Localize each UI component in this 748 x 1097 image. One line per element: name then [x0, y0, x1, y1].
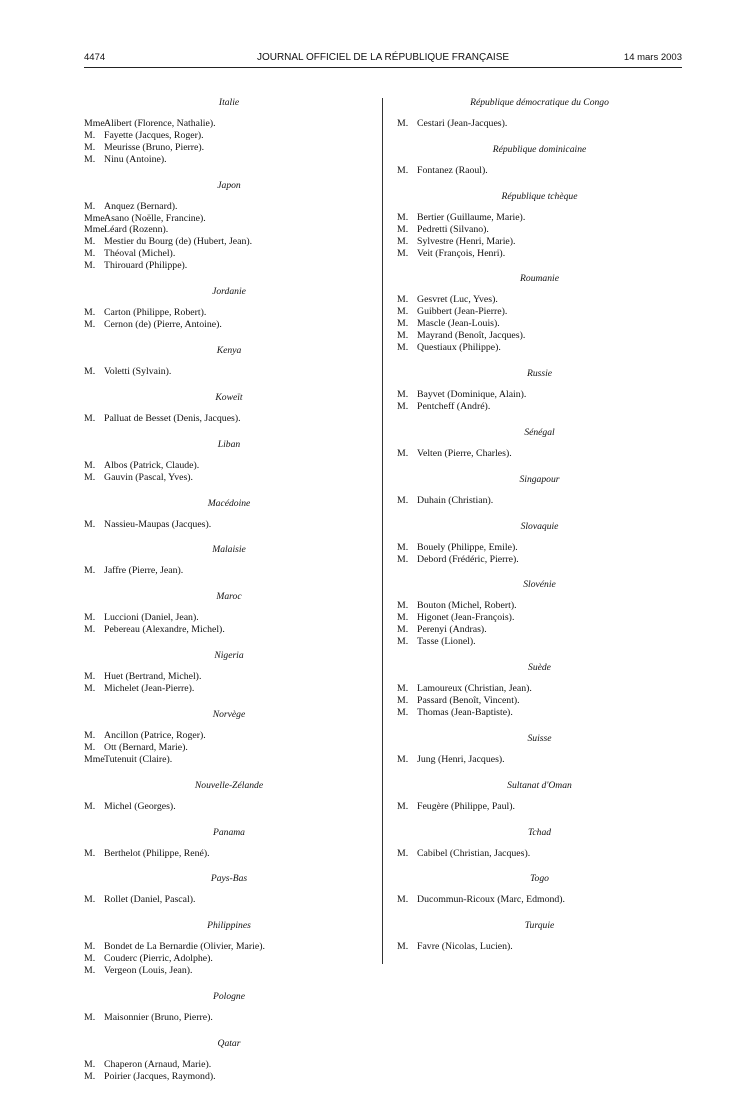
appointee-name: Pentcheff (André). [417, 400, 491, 412]
appointee-list [397, 294, 682, 354]
honorific: M. [397, 247, 409, 259]
appointee-entry [84, 894, 374, 906]
appointee-name: Bayvet (Dominique, Alain). [417, 388, 527, 400]
appointee-list [84, 848, 374, 860]
appointee-name: Palluat de Besset (Denis, Jacques). [104, 412, 241, 424]
appointee-name: Carton (Philippe, Robert). [104, 307, 207, 319]
appointee-entry [397, 448, 682, 460]
country-heading: Slovénie [523, 579, 556, 591]
honorific: M. [84, 741, 96, 753]
appointee-entry [84, 142, 374, 154]
appointee-list [84, 1059, 374, 1083]
appointee-name: Jaffre (Pierre, Jean). [104, 565, 184, 577]
appointee-name: Bondet de La Bernardie (Olivier, Marie). [104, 941, 265, 953]
column-divider [382, 98, 383, 964]
country-heading: Japon [217, 179, 241, 191]
honorific: M. [84, 200, 96, 212]
appointee-entry [84, 118, 374, 130]
honorific: M. [397, 118, 409, 129]
appointee-name: Michel (Georges). [104, 800, 176, 812]
honorific: M. [397, 223, 409, 235]
appointee-entry [397, 600, 682, 612]
appointee-name: Cernon (de) (Pierre, Antoine). [104, 318, 222, 330]
appointee-entry [397, 342, 682, 354]
honorific: M. [84, 248, 96, 260]
country-heading: Malaisie [212, 544, 246, 556]
appointee-entry [397, 248, 682, 260]
appointee-list [84, 201, 374, 272]
appointee-list [84, 307, 374, 331]
appointee-entry [397, 683, 682, 695]
appointee-entry [397, 554, 682, 566]
honorific: M. [84, 459, 96, 471]
appointee-list [84, 460, 374, 484]
country-heading: Sultanat d'Oman [507, 779, 572, 791]
appointee-list [84, 413, 374, 425]
appointee-name: Ninu (Antoine). [104, 153, 167, 165]
appointee-entry [84, 612, 374, 624]
appointee-name: Anquez (Bernard). [104, 200, 178, 212]
honorific: M. [84, 847, 96, 859]
appointee-name: Léard (Rozenn). [104, 224, 169, 236]
appointee-entry [397, 801, 682, 813]
appointee-list [397, 165, 682, 177]
honorific: M. [397, 636, 409, 648]
appointee-entry [397, 165, 682, 177]
honorific: M. [84, 624, 96, 636]
appointee-name: Feugère (Philippe, Paul). [417, 800, 515, 812]
country-heading: Koweït [215, 391, 243, 403]
appointee-name: Pebereau (Alexandre, Michel). [104, 624, 225, 636]
country-heading: Sénégal [524, 426, 555, 438]
country-heading: Roumanie [520, 273, 559, 285]
honorific: M. [397, 541, 409, 553]
appointee-entry [84, 671, 374, 683]
honorific: M. [397, 306, 409, 318]
honorific: M. [84, 141, 96, 153]
appointee-entry [84, 460, 374, 472]
appointee-name: Questiaux (Philippe). [417, 342, 501, 354]
appointee-entry [84, 754, 374, 766]
appointee-name: Fontanez (Raoul). [417, 164, 488, 176]
honorific: M. [397, 211, 409, 223]
honorific: M. [84, 1012, 96, 1024]
appointee-entry [84, 953, 374, 965]
appointee-name: Ducommun-Ricoux (Marc, Edmond). [417, 894, 566, 906]
appointee-name: Mascle (Jean-Louis). [417, 318, 500, 330]
country-heading: Panama [213, 826, 245, 838]
appointee-name: Bertier (Guillaume, Marie). [417, 211, 526, 223]
country-heading: Russie [526, 367, 553, 379]
appointee-entry [84, 965, 374, 977]
appointee-entry [84, 472, 374, 484]
honorific: M. [397, 847, 409, 859]
appointee-list [397, 941, 682, 953]
appointee-name: Rollet (Daniel, Pascal). [104, 894, 196, 906]
honorific: M. [397, 706, 409, 718]
appointee-entry [397, 212, 682, 224]
appointee-entry [397, 318, 682, 330]
honorific: M. [84, 800, 96, 812]
appointee-entry [84, 154, 374, 166]
appointee-list [397, 848, 682, 860]
appointee-entry [397, 224, 682, 236]
appointee-name: Bouely (Philippe, Emile). [417, 541, 518, 553]
country-heading: Kenya [216, 344, 242, 356]
honorific: M. [84, 671, 96, 683]
appointee-name: Mayrand (Benoît, Jacques). [417, 330, 526, 342]
appointee-entry [397, 624, 682, 636]
honorific: M. [397, 294, 409, 306]
appointee-entry [397, 401, 682, 413]
country-heading: République tchèque [501, 190, 578, 202]
appointee-list [397, 118, 682, 130]
appointee-list [84, 801, 374, 813]
honorific: M. [397, 330, 409, 342]
appointee-name: Luccioni (Daniel, Jean). [104, 612, 199, 624]
appointee-list [84, 894, 374, 906]
country-heading: Nigeria [214, 650, 244, 662]
appointee-list [84, 519, 374, 531]
appointee-list [397, 212, 682, 260]
appointee-list [397, 448, 682, 460]
appointee-name: Berthelot (Philippe, René). [104, 847, 210, 859]
appointee-list [397, 683, 682, 719]
appointee-name: Passard (Benoît, Vincent). [417, 694, 520, 706]
appointee-name: Vergeon (Louis, Jean). [104, 965, 193, 977]
country-heading: Togo [530, 873, 549, 885]
appointee-entry [397, 306, 682, 318]
country-heading: Turquie [524, 920, 555, 932]
appointee-entry [397, 330, 682, 342]
appointee-name: Sylvestre (Henri, Marie). [417, 235, 516, 247]
appointee-entry [84, 1059, 374, 1071]
honorific: M. [397, 624, 409, 636]
appointee-name: Meurisse (Bruno, Pierre). [104, 141, 205, 153]
appointee-entry [84, 1071, 374, 1083]
honorific: M. [397, 894, 409, 906]
country-heading: Qatar [217, 1038, 241, 1049]
appointee-entry [84, 801, 374, 813]
country-heading: Singapour [519, 473, 560, 485]
appointee-list [397, 754, 682, 766]
honorific: Mme [84, 212, 105, 224]
honorific: M. [84, 412, 96, 424]
appointee-list [397, 600, 682, 648]
journal-title: JOURNAL OFFICIEL DE LA RÉPUBLIQUE FRANÇAISE [256, 52, 510, 63]
appointee-entry [84, 683, 374, 695]
appointee-name: Alibert (Florence, Nathalie). [104, 118, 216, 129]
appointee-list [84, 1012, 374, 1024]
honorific: M. [397, 753, 409, 765]
header-rule [84, 67, 682, 68]
appointee-entry [397, 542, 682, 554]
appointee-entry [84, 941, 374, 953]
appointee-entry [84, 248, 374, 260]
honorific: M. [397, 494, 409, 506]
appointee-name: Chaperon (Arnaud, Marie). [104, 1059, 212, 1070]
appointee-name: Perenyi (Andras). [417, 624, 487, 636]
appointee-name: Nassieu-Maupas (Jacques). [104, 518, 212, 530]
honorific: M. [84, 965, 96, 977]
honorific: M. [84, 953, 96, 965]
page-number: 4474 [84, 52, 106, 63]
appointee-name: Veit (François, Henri). [417, 247, 506, 259]
honorific: M. [397, 400, 409, 412]
appointee-entry [84, 307, 374, 319]
appointee-name: Tasse (Lionel). [417, 636, 476, 648]
honorific: M. [84, 729, 96, 741]
honorific: M. [84, 307, 96, 319]
country-heading: Liban [217, 438, 241, 450]
country-heading: Suède [528, 662, 551, 674]
appointee-name: Voletti (Sylvain). [104, 365, 172, 377]
country-heading: Italie [218, 97, 240, 108]
appointee-name: Bouton (Michel, Robert). [417, 600, 517, 612]
honorific: M. [397, 318, 409, 330]
honorific: M. [84, 894, 96, 906]
appointee-name: Mestier du Bourg (de) (Hubert, Jean). [104, 236, 253, 248]
appointee-list [84, 671, 374, 695]
appointee-entry [84, 519, 374, 531]
appointee-name: Théoval (Michel). [104, 248, 176, 260]
page-header [84, 52, 682, 66]
appointee-entry [397, 695, 682, 707]
country-heading: République démocratique du Congo [470, 97, 609, 108]
appointee-name: Huet (Bertrand, Michel). [104, 671, 202, 683]
appointee-entry [84, 236, 374, 248]
honorific: M. [397, 694, 409, 706]
appointee-name: Higonet (Jean-François). [417, 612, 515, 624]
honorific: M. [84, 1059, 96, 1070]
appointee-name: Ott (Bernard, Marie). [104, 741, 188, 753]
honorific: M. [397, 342, 409, 354]
appointee-name: Velten (Pierre, Charles). [417, 447, 512, 459]
honorific: M. [84, 318, 96, 330]
appointee-entry [84, 624, 374, 636]
appointee-entry [84, 848, 374, 860]
country-heading: Pays-Bas [210, 873, 248, 885]
honorific: Mme [84, 224, 105, 236]
appointee-name: Tutenuit (Claire). [104, 753, 173, 765]
appointee-entry [84, 213, 374, 225]
honorific: M. [84, 129, 96, 141]
honorific: M. [84, 612, 96, 624]
honorific: M. [84, 236, 96, 248]
appointee-list [397, 389, 682, 413]
appointee-entry [397, 894, 682, 906]
appointee-entry [397, 118, 682, 130]
appointee-entry [84, 260, 374, 272]
honorific: M. [397, 235, 409, 247]
appointee-name: Jung (Henri, Jacques). [417, 753, 505, 765]
appointee-entry [397, 754, 682, 766]
country-heading: Slovaquie [520, 520, 559, 532]
issue-date: 14 mars 2003 [623, 52, 682, 63]
appointee-name: Albos (Patrick, Claude). [104, 459, 200, 471]
appointee-name: Couderc (Pierric, Adolphe). [104, 953, 213, 965]
appointee-list [84, 366, 374, 378]
appointee-name: Duhain (Christian). [417, 494, 494, 506]
appointee-name: Fayette (Jacques, Roger). [104, 129, 204, 141]
honorific: Mme [84, 753, 105, 765]
country-heading: Philippines [207, 920, 251, 932]
appointee-list [397, 542, 682, 566]
appointee-entry [84, 130, 374, 142]
appointee-name: Cestari (Jean-Jacques). [417, 118, 508, 129]
appointee-entry [397, 612, 682, 624]
appointee-entry [397, 495, 682, 507]
appointee-name: Gauvin (Pascal, Yves). [104, 471, 193, 483]
appointee-entry [397, 636, 682, 648]
appointee-name: Cabibel (Christian, Jacques). [417, 847, 531, 859]
appointee-list [397, 894, 682, 906]
honorific: M. [397, 164, 409, 176]
appointee-list [84, 941, 374, 977]
country-heading: Pologne [213, 991, 245, 1003]
appointee-entry [397, 707, 682, 719]
honorific: M. [84, 471, 96, 483]
appointee-list [397, 801, 682, 813]
appointee-list [84, 118, 374, 166]
appointee-entry [397, 941, 682, 953]
appointee-entry [84, 319, 374, 331]
honorific: M. [84, 153, 96, 165]
right-column [397, 92, 682, 967]
country-heading: Jordanie [212, 286, 246, 298]
country-heading: Norvège [212, 708, 246, 720]
appointee-list [84, 565, 374, 577]
appointee-entry [84, 413, 374, 425]
appointee-entry [84, 565, 374, 577]
appointee-entry [84, 742, 374, 754]
appointee-name: Ancillon (Patrice, Roger). [104, 729, 206, 741]
appointee-name: Pedretti (Silvano). [417, 223, 489, 235]
appointee-name: Thirouard (Philippe). [104, 260, 188, 272]
country-heading: Suisse [527, 732, 552, 744]
honorific: Mme [84, 118, 105, 129]
honorific: M. [84, 518, 96, 530]
appointee-name: Thomas (Jean-Baptiste). [417, 706, 513, 718]
honorific: M. [84, 941, 96, 953]
country-heading: Maroc [216, 591, 242, 603]
honorific: M. [84, 260, 96, 272]
appointee-entry [397, 294, 682, 306]
honorific: M. [397, 447, 409, 459]
country-heading: République dominicaine [492, 143, 587, 155]
appointee-name: Guibbert (Jean-Pierre). [417, 306, 508, 318]
honorific: M. [84, 1070, 96, 1082]
country-heading: Nouvelle-Zélande [194, 779, 264, 791]
honorific: M. [397, 683, 409, 695]
appointee-name: Favre (Nicolas, Lucien). [417, 941, 513, 953]
honorific: M. [397, 553, 409, 565]
left-column [84, 92, 374, 1097]
appointee-entry [397, 236, 682, 248]
honorific: M. [84, 565, 96, 577]
appointee-entry [84, 224, 374, 236]
appointee-entry [84, 730, 374, 742]
appointee-entry [84, 1012, 374, 1024]
appointee-name: Gesvret (Luc, Yves). [417, 294, 498, 306]
appointee-list [397, 495, 682, 507]
appointee-list [84, 612, 374, 636]
country-heading: Tchad [527, 826, 552, 838]
honorific: M. [397, 941, 409, 953]
honorific: M. [84, 683, 96, 695]
honorific: M. [397, 600, 409, 612]
appointee-entry [397, 848, 682, 860]
appointee-name: Lamoureux (Christian, Jean). [417, 683, 532, 695]
appointee-name: Debord (Frédéric, Pierre). [417, 553, 519, 565]
honorific: M. [397, 800, 409, 812]
appointee-entry [84, 366, 374, 378]
appointee-name: Asano (Noëlle, Francine). [104, 212, 206, 224]
honorific: M. [397, 388, 409, 400]
honorific: M. [397, 612, 409, 624]
appointee-name: Maisonnier (Bruno, Pierre). [104, 1012, 213, 1024]
appointee-entry [84, 201, 374, 213]
appointee-list [84, 730, 374, 766]
appointee-name: Poirier (Jacques, Raymond). [104, 1070, 216, 1082]
appointee-name: Michelet (Jean-Pierre). [104, 683, 195, 695]
honorific: M. [84, 365, 96, 377]
appointee-entry [397, 389, 682, 401]
country-heading: Macédoine [207, 497, 251, 509]
